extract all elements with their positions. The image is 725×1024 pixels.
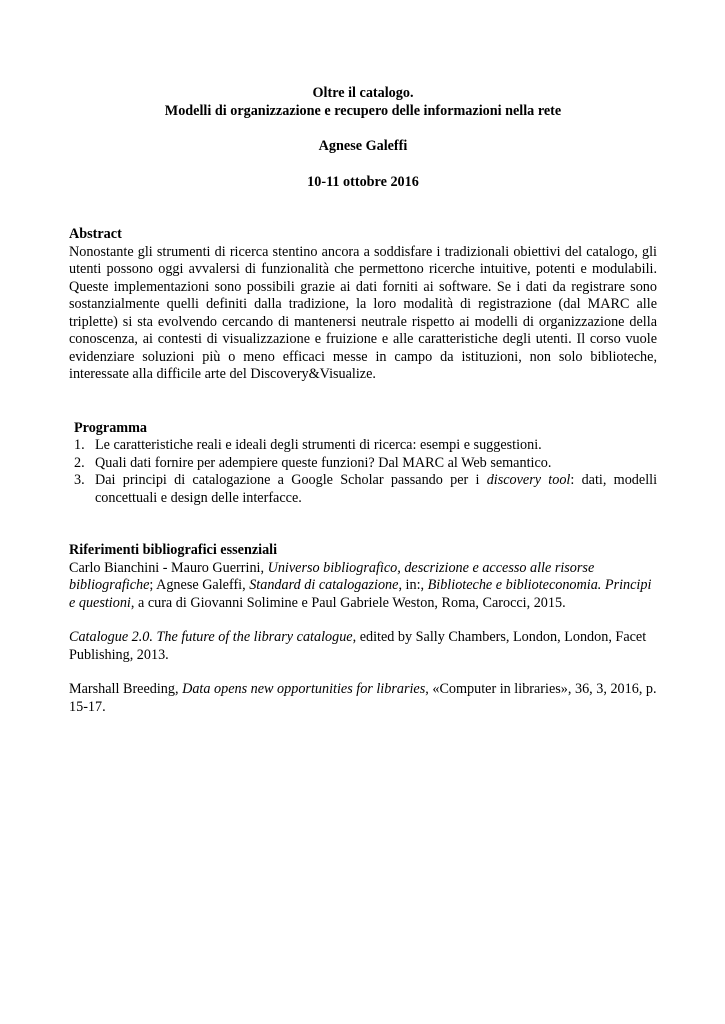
list-item-number: 1.: [74, 437, 85, 453]
list-item-text-part: : dati, modelli concettuali e design delle interfacce.: [95, 472, 658, 506]
abstract-text: Nonostante gli strumenti di ricerca stentino ancora a soddisfare i tradizionali obiettivi del catalogo, gli utenti possono oggi avvalersi di funzionalità che permettono ricerche intuitive, potenti e modulabili. Queste implementazioni sono possibili grazie ai dati forniti ai software. Se i dati da registrare sono sostanzialmente quelli definiti dalla tradizione, la loro modalità di registrazione (dal MARC alle triplette) si sta evolvendo cercando di mantenersi neutrale rispetto ai modelli di organizzazione della conoscenza, ai contesti di visualizzazione e fruizione e alle caratteristiche degli utenti. Il corso vuole evidenziare soluzioni più o meno efficaci messe in campo da istituzioni, non solo biblioteche, interessate alla difficile arte del Discovery&Visualize.: [69, 243, 657, 382]
programma-heading: Programma: [74, 419, 148, 436]
list-item-number: 2.: [74, 454, 85, 471]
list-item: [69, 455, 657, 473]
ref-text: , in:,: [398, 577, 428, 593]
ref-title: Universo bibliografico, descrizione e accesso alle risorse bibliografiche: [69, 559, 595, 593]
ref-text: , edited by Sally Chambers: [352, 629, 506, 645]
document-title: [69, 85, 657, 120]
ref-punct: ,: [505, 629, 510, 645]
ref-title: Standard di catalogazione: [249, 577, 399, 593]
reference-entry-2: [69, 629, 657, 664]
ref-title: Catalogue 2.0. The future of the library catalogue: [69, 629, 353, 645]
title-line-2: Modelli di organizzazione e recupero delle informazioni nella rete: [164, 102, 562, 119]
reference-entry-1: [69, 560, 657, 613]
references-heading: Riferimenti bibliografici essenziali: [69, 542, 278, 558]
document-content: [69, 85, 657, 716]
author-name: Agnese Galeffi: [318, 138, 408, 154]
ref-text: London, London, Facet Publishing, 2013.: [69, 629, 647, 663]
ref-text: Marshall Breeding,: [69, 681, 183, 697]
list-item-text-italic: discovery tool: [486, 472, 571, 488]
ref-text: ; Agnese Galeffi,: [149, 577, 250, 593]
programma-list: [69, 437, 657, 507]
ref-title: Biblioteche e biblioteconomia. Principi e questioni: [69, 577, 652, 611]
list-item-text: Quali dati fornire per adempiere queste funzioni? Dal MARC al Web semantico.: [95, 454, 552, 471]
title-line-1: Oltre il catalogo.: [312, 85, 414, 101]
course-date: 10-11 ottobre 2016: [307, 173, 419, 190]
abstract-heading: Abstract: [69, 226, 122, 242]
list-item: [69, 472, 657, 507]
list-item-text: [95, 472, 657, 506]
list-item-text-part: Dai principi di catalogazione a Google Scholar passando per i: [95, 472, 487, 488]
ref-text: Carlo Bianchini - Mauro Guerrini,: [69, 559, 268, 576]
reference-entry-3: [69, 681, 657, 716]
ref-title: Data opens new opportunities for libraries: [182, 681, 426, 697]
list-item: [69, 437, 657, 455]
list-item-number: 3.: [74, 472, 85, 488]
ref-text: , a cura di Giovanni Solimine e Paul Gabriele Weston, Roma, Carocci, 2015.: [130, 594, 566, 611]
list-item-text: Le caratteristiche reali e ideali degli strumenti di ricerca: esempi e suggestioni.: [95, 437, 542, 453]
ref-text: , «Computer in libraries», 36, 3, 2016, p. 15-17.: [69, 681, 657, 715]
